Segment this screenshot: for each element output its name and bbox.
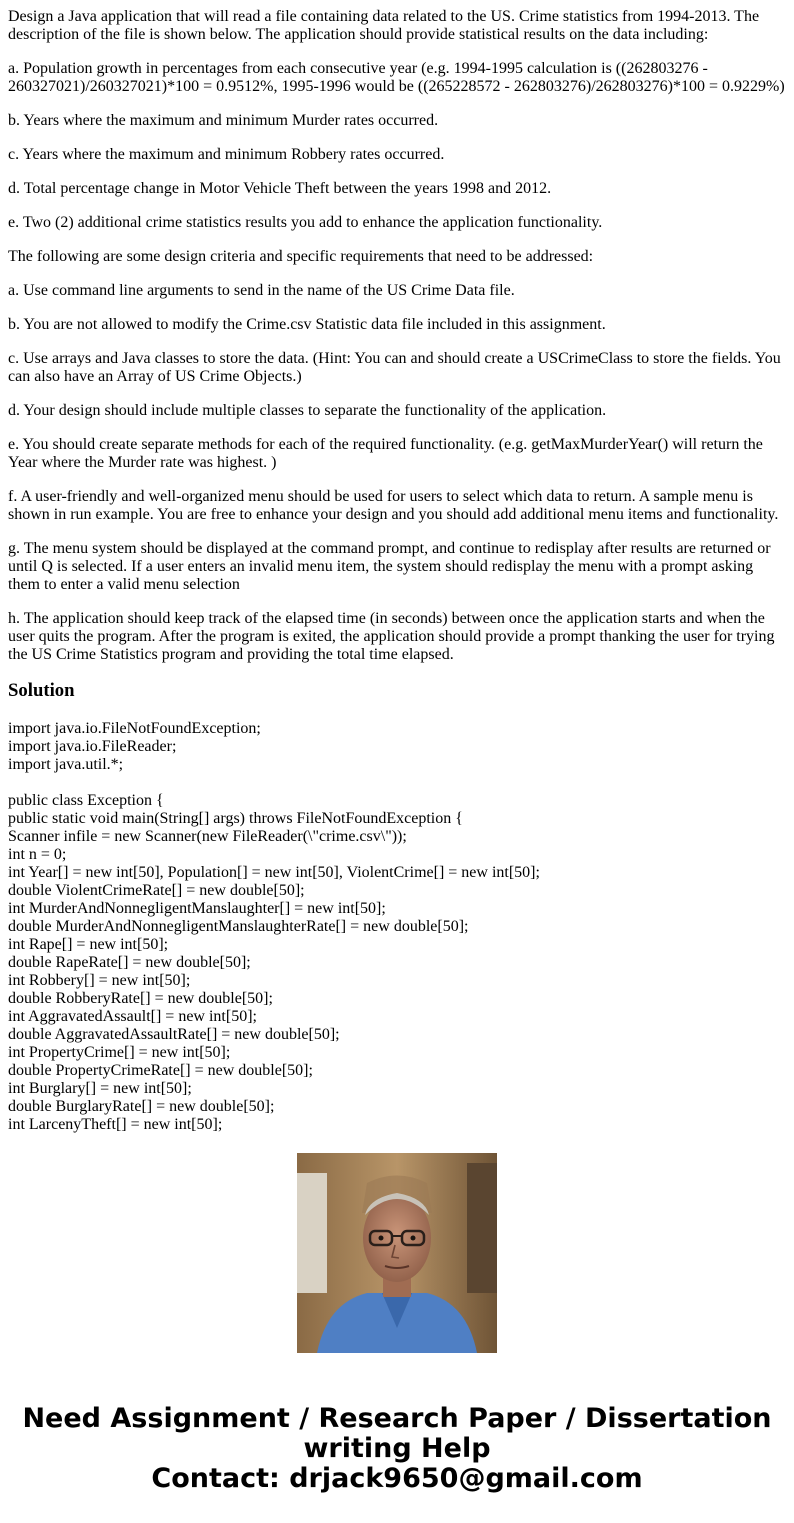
code-line: int MurderAndNonnegligentManslaughter[] = new int[50]; [8,900,386,917]
criteria-d: d. Your design should include multiple classes to separate the functionality of the application. [8,402,607,419]
code-line: Scanner infile = new Scanner(new FileReader(\"crime.csv\")); [8,828,407,845]
code-line: public class Exception { [8,792,164,809]
solution-code [8,720,786,1133]
criteria-c: c. Use arrays and Java classes to store the data. (Hint: You can and should create a USCrimeClass to store the fields. You can also have an Array of US Crime Objects.) [8,350,781,385]
criteria-f: f. A user-friendly and well-organized menu should be used for users to select which data to return. A sample menu is shown in run example. You are free to enhance your design and you should add additional menu items and functionality. [8,488,779,523]
criteria-g: g. The menu system should be displayed at the command prompt, and continue to redisplay after results are returned or until Q is selected. If a user enters an invalid menu item, the system should redisplay the menu with a prompt asking them to enter a valid menu selection [8,540,771,593]
code-line: int PropertyCrime[] = new int[50]; [8,1044,231,1061]
criteria-intro: The following are some design criteria and specific requirements that need to be addressed: [8,248,594,265]
help-banner [0,1404,794,1494]
document-content [8,8,786,1133]
solution-heading: Solution [8,680,75,701]
criteria-a: a. Use command line arguments to send in the name of the US Crime Data file. [8,282,515,299]
banner-line-2: writing Help [303,1433,491,1464]
code-line: double ViolentCrimeRate[] = new double[50]; [8,882,305,899]
code-line: double RapeRate[] = new double[50]; [8,954,251,971]
portrait-image [297,1153,497,1353]
code-line: double PropertyCrimeRate[] = new double[50]; [8,1062,313,1079]
requirement-a: a. Population growth in percentages from each consecutive year (e.g. 1994-1995 calculation is ((262803276 - 260327021)/260327021)*100 = 0.9512%, 1995-1996 would be ((265228572 - 262803276)/262803276)*100 = 0.9229%) [8,60,785,95]
code-line: double MurderAndNonnegligentManslaughterRate[] = new double[50]; [8,918,469,935]
contact-email: Contact: drjack9650@gmail.com [151,1463,643,1494]
author-photo [297,1153,497,1353]
code-line: import java.io.FileNotFoundException; [8,720,261,737]
code-line: int Burglary[] = new int[50]; [8,1080,192,1097]
requirement-e: e. Two (2) additional crime statistics results you add to enhance the application functionality. [8,214,603,231]
question-intro: Design a Java application that will read a file containing data related to the US. Crime statistics from 1994-2013. The description of the file is shown below. The application should provide statistical results on the data including: [8,8,760,43]
code-line: int Rape[] = new int[50]; [8,936,169,953]
code-line: int n = 0; [8,846,67,863]
code-line: int Robbery[] = new int[50]; [8,972,191,989]
requirement-b: b. Years where the maximum and minimum Murder rates occurred. [8,112,439,129]
requirement-d: d. Total percentage change in Motor Vehicle Theft between the years 1998 and 2012. [8,180,552,197]
code-line: double BurglaryRate[] = new double[50]; [8,1098,275,1115]
code-line: import java.util.*; [8,756,124,773]
banner-line-1: Need Assignment / Research Paper / Dissertation [22,1403,772,1434]
code-line: public static void main(String[] args) throws FileNotFoundException { [8,810,463,827]
criteria-e: e. You should create separate methods for each of the required functionality. (e.g. getMaxMurderYear() will return the Year where the Murder rate was highest. ) [8,436,763,471]
code-line: import java.io.FileReader; [8,738,177,755]
code-line: int Year[] = new int[50], Population[] = new int[50], ViolentCrime[] = new int[50]; [8,864,540,881]
code-line: double RobberyRate[] = new double[50]; [8,990,273,1007]
criteria-h: h. The application should keep track of the elapsed time (in seconds) between once the application starts and when the user quits the program. After the program is exited, the application should provide a prompt thanking the user for trying the US Crime Statistics program and providing the total time elapsed. [8,610,775,663]
code-line: double AggravatedAssaultRate[] = new double[50]; [8,1026,340,1043]
code-line: int LarcenyTheft[] = new int[50]; [8,1116,223,1133]
code-line: int AggravatedAssault[] = new int[50]; [8,1008,257,1025]
requirement-c: c. Years where the maximum and minimum Robbery rates occurred. [8,146,445,163]
criteria-b: b. You are not allowed to modify the Crime.csv Statistic data file included in this assignment. [8,316,606,333]
